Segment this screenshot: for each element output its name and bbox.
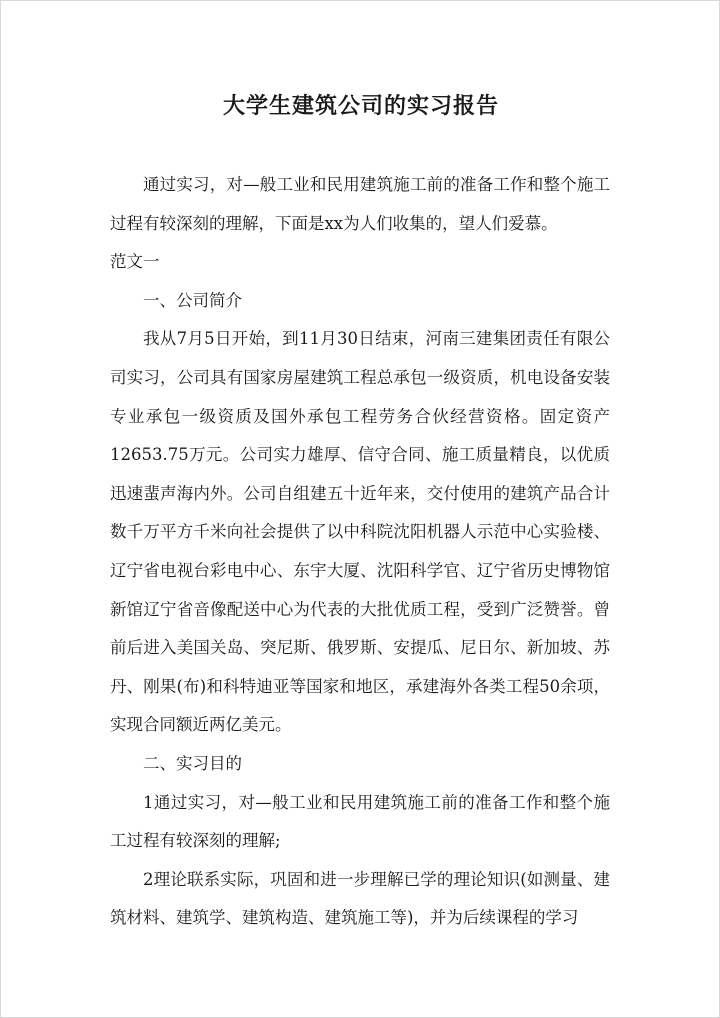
company-paragraph: 我从7月5日开始，到11月30日结束，河南三建集团责任有限公司实习，公司具有国家房屋建筑工程总承包一级资质，机电设备安装专业承包一级资质及国外承包工程劳务合伙经营资格。固定资产12653.75万元。公司实力雄厚、信守合同、施工质量精良，以优质迅速蜚声海内外。公司自组建五十近年来，交付使用的建筑产品合计数千万平方千米向社会提供了以中科院沈阳机器人示范中心实验楼、辽宁省电视台彩电中心、东宇大厦、沈阳科学官、辽宁省历史博物馆新馆辽宁省音像配送中心为代表的大批优质工程，受到广泛赞誉。曾前后进入美国关岛、突尼斯、俄罗斯、安提瓜、尼日尔、新加坡、苏丹、刚果(布)和科特迪亚等国家和地区，承建海外各类工程50余项，实现合同额近两亿美元。	[110, 329, 610, 735]
section-heading-company: 一、公司简介	[143, 290, 242, 310]
document-title: 大学生建筑公司的实习报告	[222, 93, 499, 119]
document-body	[110, 166, 610, 938]
intro-paragraph: 通过实习，对—般工业和民用建筑施工前的准备工作和整个施工过程有较深刻的理解，下面是xx为人们收集的，望人们爱慕。	[110, 175, 610, 233]
purpose-item-1: 1通过实习，对—般工业和民用建筑施工前的准备工作和整个施工过程有较深刻的理解;	[110, 792, 610, 851]
purpose-item-2: 2理论联系实际，巩固和进一步理解已学的理论知识(如测量、建筑材料、建筑学、建筑构造、建筑施工等)，并为后续课程的学习	[110, 869, 610, 928]
sample-label: 范文一	[110, 252, 160, 272]
section-heading-purpose: 二、实习目的	[143, 753, 242, 773]
